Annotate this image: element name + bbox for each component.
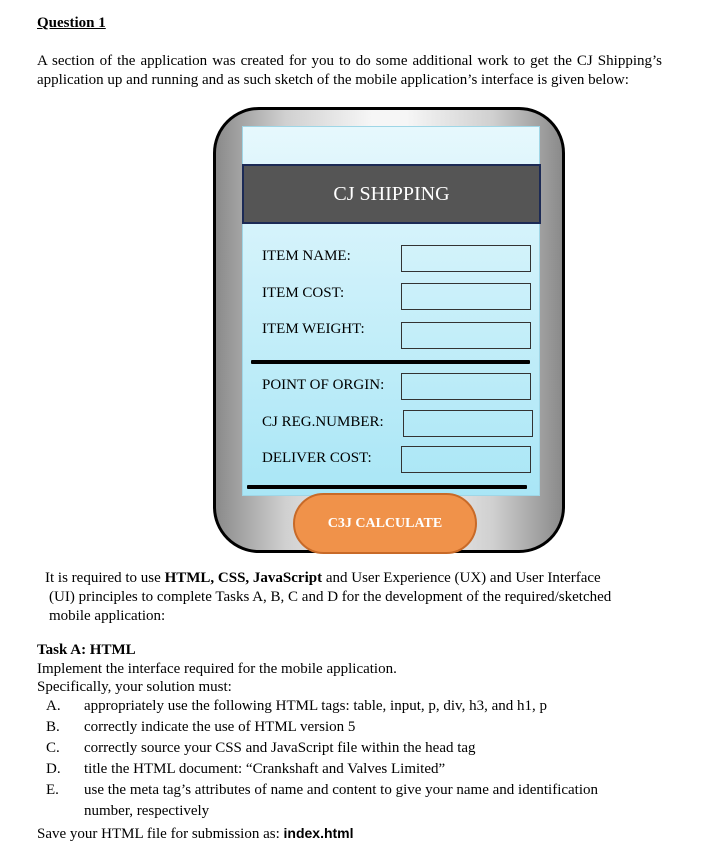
task-item-letter: A.	[46, 698, 61, 714]
deliver-cost-label: DELIVER COST:	[262, 450, 372, 466]
item-name-label: ITEM NAME:	[262, 248, 351, 264]
save-instruction	[37, 825, 354, 843]
requirement-suffix: and User Experience (UX) and User Interface	[322, 570, 601, 586]
point-of-origin-input[interactable]	[401, 373, 531, 400]
requirement-prefix: It is required to use	[45, 570, 165, 586]
task-item-text: appropriately use the following HTML tags: table, input, p, div, h3, and h1, p	[84, 698, 547, 714]
section-divider	[251, 360, 530, 364]
save-prefix: Save your HTML file for submission as:	[37, 826, 284, 842]
point-of-origin-label: POINT OF ORGIN:	[262, 377, 385, 393]
requirement-technologies: HTML, CSS, JavaScript	[164, 570, 323, 586]
app-banner: CJ SHIPPING	[242, 164, 541, 224]
task-item-text: title the HTML document: “Crankshaft and Valves Limited”	[84, 761, 446, 777]
task-item-letter: E.	[46, 782, 59, 798]
requirement-paragraph	[45, 569, 656, 626]
task-item-letter: C.	[46, 740, 60, 756]
item-cost-label: ITEM COST:	[262, 285, 345, 301]
task-title: Task A: HTML	[37, 642, 136, 658]
task-line2: Specifically, your solution must:	[37, 679, 232, 695]
task-item-text: correctly indicate the use of HTML version 5	[84, 719, 356, 735]
requirement-line3: mobile application:	[49, 608, 166, 624]
cj-reg-number-label: CJ REG.NUMBER:	[262, 414, 384, 430]
item-weight-label: ITEM WEIGHT:	[262, 321, 365, 337]
task-item-text: correctly source your CSS and JavaScript file within the head tag	[84, 740, 476, 756]
task-line1: Implement the interface required for the mobile application.	[37, 661, 397, 677]
requirement-line2: (UI) principles to complete Tasks A, B, C and D for the development of the required/sketched	[49, 589, 612, 605]
save-filename: index.html	[283, 825, 354, 841]
item-cost-input[interactable]	[401, 283, 531, 310]
task-item-letter: B.	[46, 719, 60, 735]
question-title: Question 1	[37, 15, 106, 31]
task-item-text: use the meta tag’s attributes of name and content to give your name and identification number, respectively	[84, 782, 599, 819]
calculate-button[interactable]: C3J CALCULATE	[293, 493, 477, 554]
item-name-input[interactable]	[401, 245, 531, 272]
bottom-divider	[247, 485, 527, 489]
intro-paragraph: A section of the application was created for you to do some additional work to get the CJ Shipping’s application up and running and as such sketch of the mobile application’s interface is given below:	[37, 53, 662, 88]
deliver-cost-input[interactable]	[401, 446, 531, 473]
item-weight-input[interactable]	[401, 322, 531, 349]
cj-reg-number-input[interactable]	[403, 410, 533, 437]
task-item-letter: D.	[46, 761, 61, 777]
